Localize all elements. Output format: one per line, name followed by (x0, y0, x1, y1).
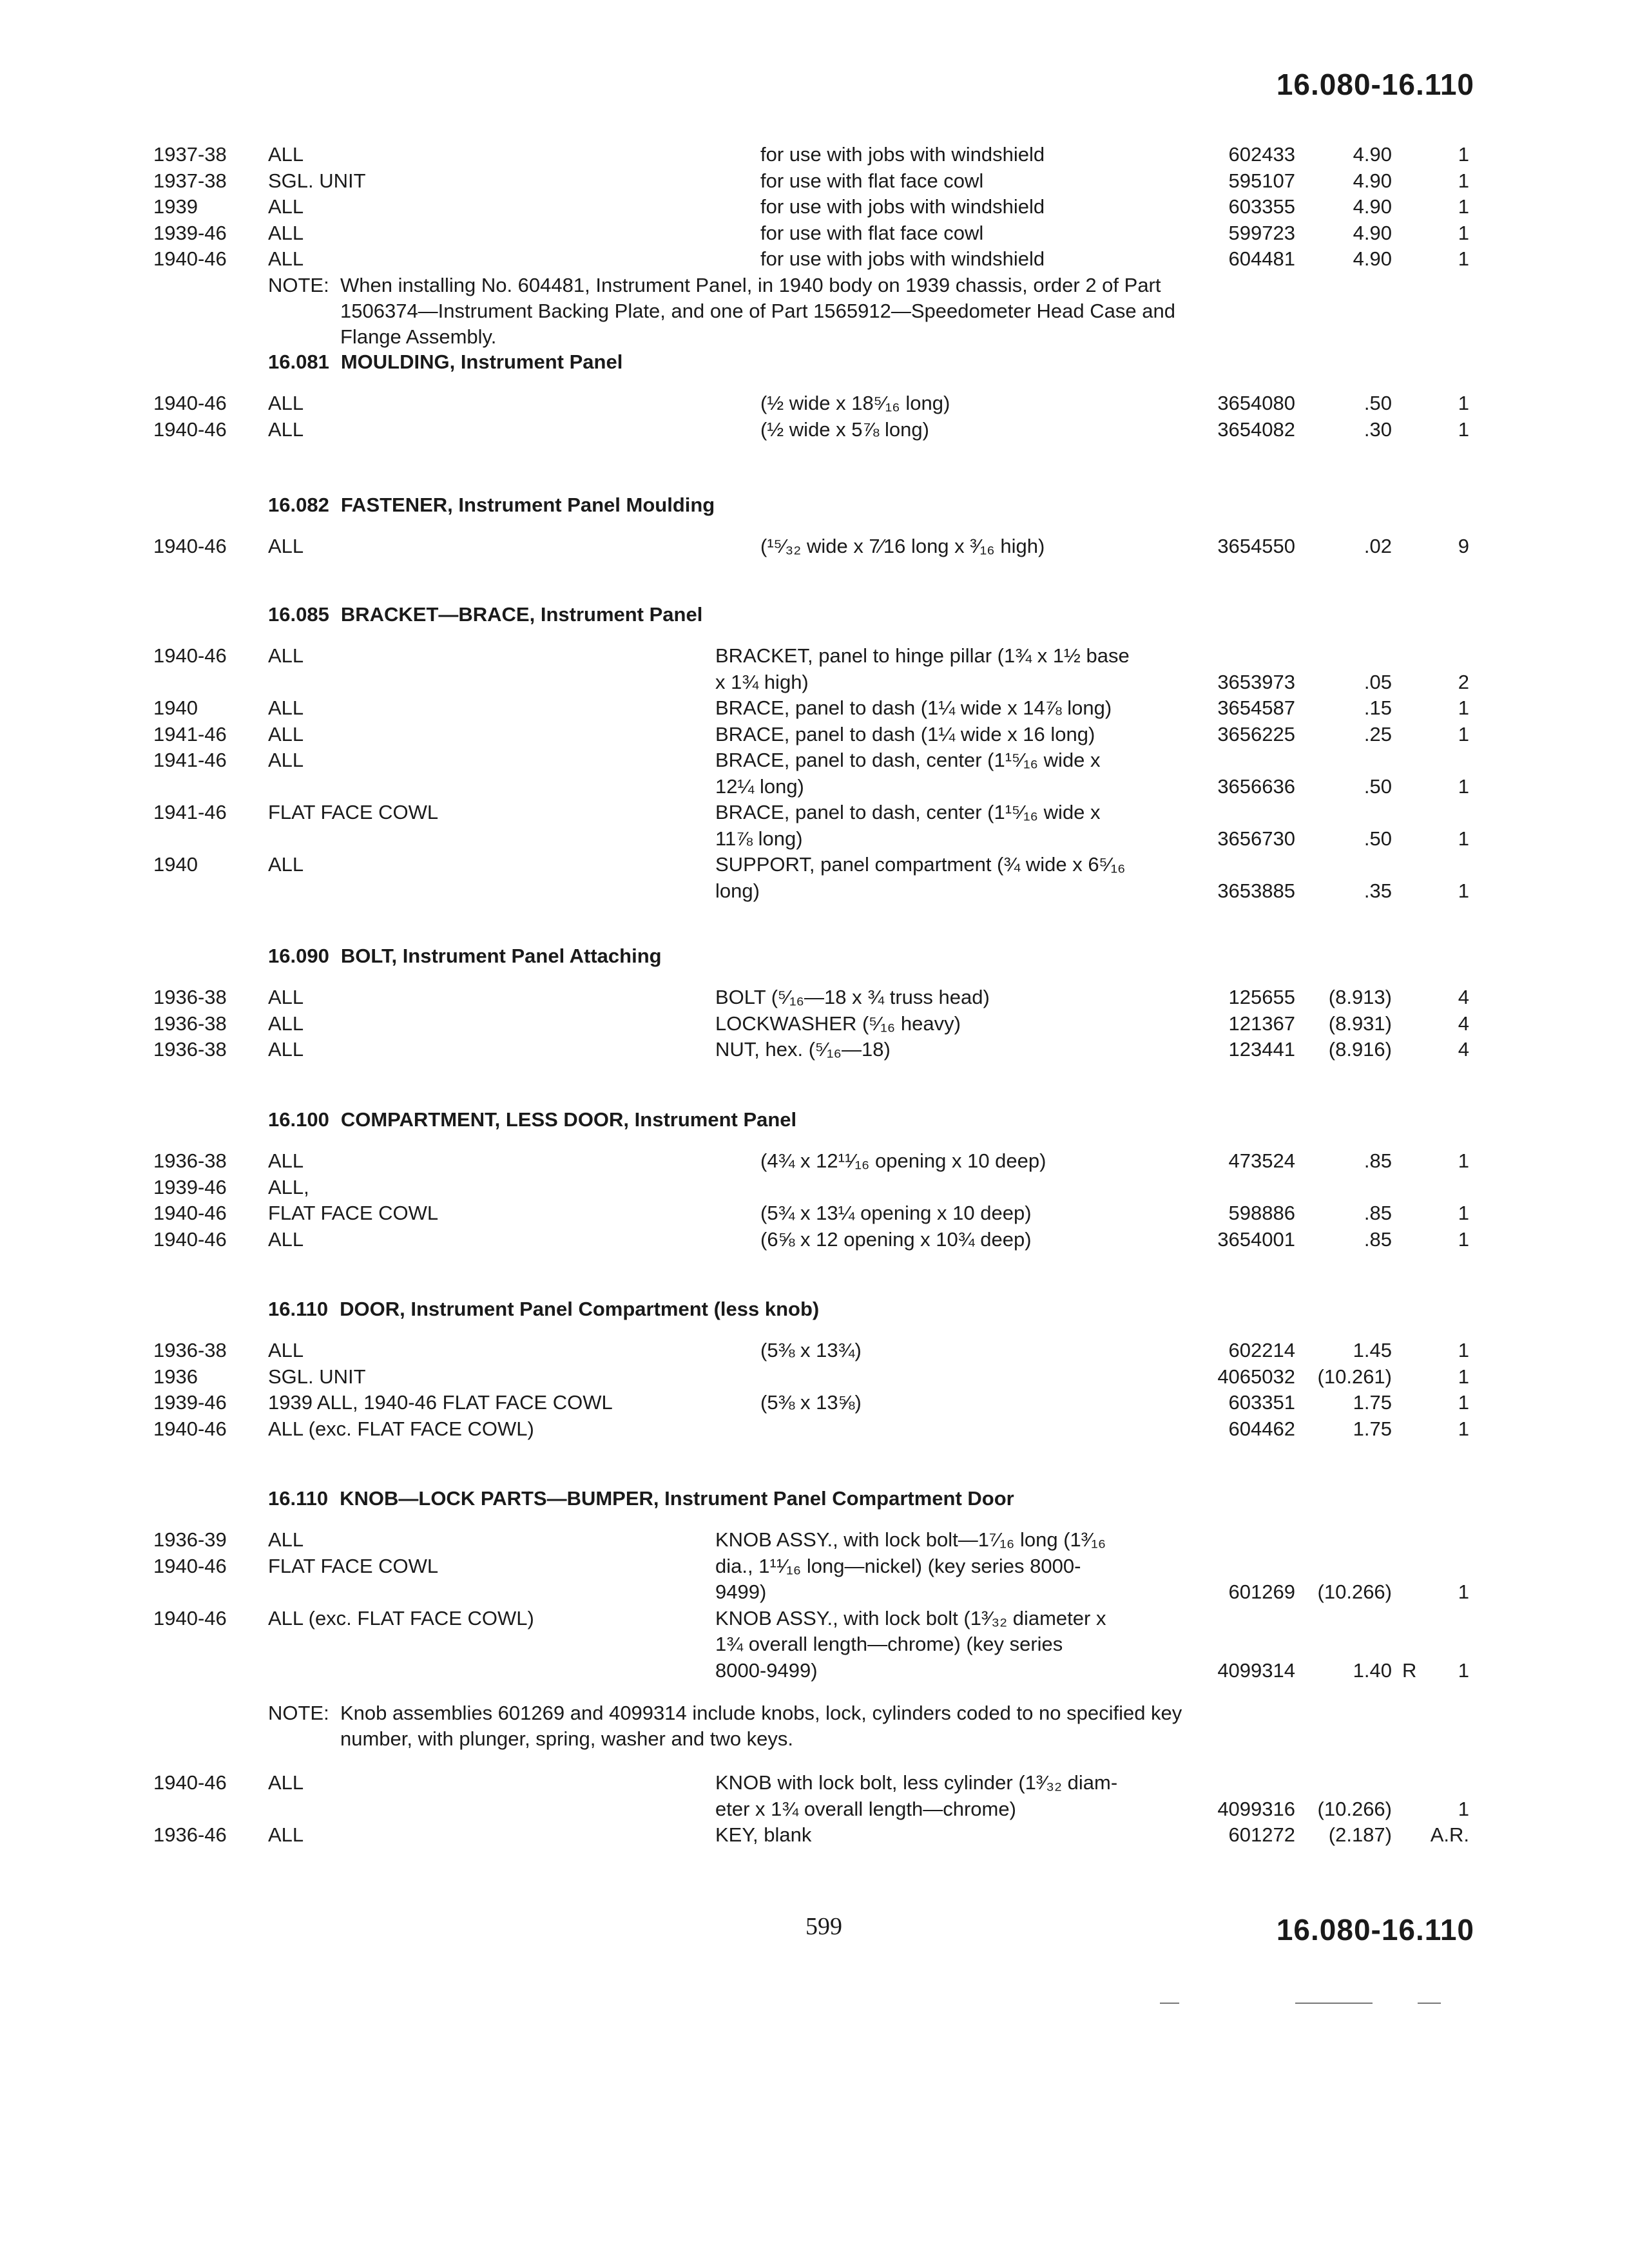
quantity-cell: 1 (1458, 827, 1469, 850)
description-cell: KNOB ASSY., with lock bolt—1⁷⁄₁₆ long (1³⁄₁₆ (715, 1528, 1106, 1551)
scan-speck (1418, 2003, 1441, 2004)
description-cell: (½ wide x 18⁵⁄₁₆ long) (760, 392, 950, 414)
part-number-cell: 125655 (1228, 986, 1295, 1008)
section-title: FASTENER, Instrument Panel Moulding (340, 494, 715, 516)
price-cell: .02 (1364, 535, 1392, 557)
quantity-cell: 4 (1458, 986, 1469, 1008)
model-cell: ALL (268, 1771, 304, 1794)
section-heading (268, 945, 662, 968)
model-cell: ALL (268, 1823, 304, 1846)
part-number-cell: 3654550 (1217, 535, 1295, 557)
model-cell: SGL. UNIT (268, 1365, 366, 1388)
section-heading (268, 603, 702, 626)
description-cell: BRACE, panel to dash (1¼ wide x 14⅞ long) (715, 697, 1112, 719)
quantity-cell: 1 (1458, 1417, 1469, 1440)
year-cell: 1936 (153, 1365, 198, 1388)
quantity-cell: 1 (1458, 1202, 1469, 1224)
year-cell: 1936-46 (153, 1823, 227, 1846)
part-number-cell: 3654080 (1217, 392, 1295, 414)
description-cell: (½ wide x 5⅞ long) (760, 418, 929, 441)
quantity-cell: 1 (1458, 1365, 1469, 1388)
price-cell: .35 (1364, 879, 1392, 902)
description-cell: KEY, blank (715, 1823, 812, 1846)
year-cell: 1941-46 (153, 801, 227, 823)
quantity-cell: 1 (1458, 195, 1469, 218)
description-cell: NUT, hex. (⁵⁄₁₆—18) (715, 1038, 891, 1061)
description-cell: for use with flat face cowl (760, 169, 984, 192)
quantity-cell: 1 (1458, 722, 1469, 745)
description-cell: for use with flat face cowl (760, 221, 984, 244)
quantity-cell: 4 (1458, 1012, 1469, 1035)
description-cell: 12¼ long) (715, 774, 804, 798)
year-cell: 1937-38 (153, 169, 227, 192)
quantity-cell: 1 (1458, 774, 1469, 798)
quantity-cell: 1 (1458, 1391, 1469, 1414)
year-cell: 1941-46 (153, 722, 227, 745)
description-cell: for use with jobs with windshield (760, 143, 1045, 166)
year-cell: 1940-46 (153, 535, 227, 557)
model-cell: ALL (exc. FLAT FACE COWL) (268, 1606, 534, 1629)
year-cell: 1941-46 (153, 749, 227, 771)
quantity-cell: 1 (1458, 1658, 1469, 1682)
year-cell: 1936-38 (153, 1012, 227, 1035)
model-cell: ALL (268, 1012, 304, 1035)
section-title: BRACKET—BRACE, Instrument Panel (340, 603, 703, 626)
part-number-cell: 603351 (1228, 1391, 1295, 1414)
quantity-cell: 1 (1458, 1149, 1469, 1172)
page-number: 599 (805, 1913, 842, 1940)
description-cell: (5⅜ x 13⅝) (760, 1391, 862, 1414)
price-cell: 4.90 (1353, 169, 1392, 192)
description-cell: BRACKET, panel to hinge pillar (1¾ x 1½ base (715, 644, 1130, 667)
section-heading (268, 1298, 819, 1321)
description-cell: KNOB with lock bolt, less cylinder (1³⁄₃₂ diam- (715, 1771, 1118, 1794)
quantity-cell: 9 (1458, 535, 1469, 557)
year-cell: 1939-46 (153, 221, 227, 244)
part-number-cell: 604481 (1228, 247, 1295, 270)
description-cell: x 1¾ high) (715, 670, 809, 693)
price-cell: .50 (1364, 774, 1392, 798)
section-title: MOULDING, Instrument Panel (340, 351, 623, 373)
price-cell: (10.261) (1317, 1365, 1392, 1388)
price-cell: 1.75 (1353, 1417, 1392, 1440)
description-cell: 1¾ overall length—chrome) (key series (715, 1633, 1063, 1655)
description-cell: 8000-9499) (715, 1658, 818, 1682)
model-cell: ALL (268, 247, 304, 270)
quantity-cell: 1 (1458, 143, 1469, 166)
description-cell: KNOB ASSY., with lock bolt (1³⁄₃₂ diameter x (715, 1606, 1106, 1629)
page-range-footer: 16.080-16.110 (1276, 1913, 1474, 1946)
quantity-cell: 2 (1458, 670, 1469, 693)
description-cell: for use with jobs with windshield (760, 247, 1045, 270)
section-number: 16.110 (268, 1487, 329, 1510)
model-cell: ALL (268, 1528, 304, 1551)
note-label: NOTE: (268, 1702, 329, 1724)
year-cell: 1936-38 (153, 986, 227, 1008)
quantity-cell: 4 (1458, 1038, 1469, 1061)
section-number: 16.085 (268, 603, 329, 626)
description-cell: 11⅞ long) (715, 827, 803, 850)
page-range-header: 16.080-16.110 (1276, 68, 1474, 101)
section-number: 16.082 (268, 494, 329, 516)
scan-speck (1295, 2003, 1373, 2004)
year-cell: 1940-46 (153, 644, 227, 667)
model-cell: ALL (268, 749, 304, 771)
description-cell: BRACE, panel to dash (1¼ wide x 16 long) (715, 722, 1095, 745)
description-cell: (¹⁵⁄₃₂ wide x 7⁄16 long x ³⁄₁₆ high) (760, 535, 1045, 557)
model-cell: ALL (268, 418, 304, 441)
price-cell: .30 (1364, 418, 1392, 441)
model-cell: SGL. UNIT (268, 169, 366, 192)
description-cell: BRACE, panel to dash, center (1¹⁵⁄₁₆ wide x (715, 749, 1101, 771)
note-text: When installing No. 604481, Instrument Panel, in 1940 body on 1939 chassis, order 2 of Part 1506374—Instrument Backing Plate, and one of Part 1565912—Speedometer Head Case and Flange Assembly. (340, 273, 1175, 348)
section-title: DOOR, Instrument Panel Compartment (less knob) (340, 1298, 820, 1320)
model-cell: ALL (268, 644, 304, 667)
part-number-cell: 598886 (1228, 1202, 1295, 1224)
price-cell: .85 (1364, 1149, 1392, 1172)
description-cell: (6⅝ x 12 opening x 10¾ deep) (760, 1227, 1032, 1251)
year-cell: 1940-46 (153, 1417, 227, 1440)
section-note (268, 1700, 1183, 1752)
part-number-cell: 595107 (1228, 169, 1295, 192)
price-cell: .25 (1364, 722, 1392, 745)
quantity-cell: 1 (1458, 1797, 1469, 1820)
year-cell: 1940-46 (153, 247, 227, 270)
part-number-cell: 3656636 (1217, 774, 1295, 798)
description-cell: SUPPORT, panel compartment (¾ wide x 6⁵⁄₁₆ (715, 853, 1126, 876)
section-heading (268, 351, 622, 374)
section-title: KNOB—LOCK PARTS—BUMPER, Instrument Panel Compartment Door (340, 1487, 1014, 1510)
price-cell: (10.266) (1317, 1797, 1392, 1820)
section-number: 16.081 (268, 351, 329, 373)
part-number-cell: 3656730 (1217, 827, 1295, 850)
description-cell: LOCKWASHER (⁵⁄₁₆ heavy) (715, 1012, 961, 1035)
description-cell: dia., 1¹¹⁄₁₆ long—nickel) (key series 8000- (715, 1554, 1081, 1577)
model-cell: ALL, (268, 1175, 309, 1198)
model-cell: ALL (268, 1227, 304, 1251)
section-heading (268, 1108, 796, 1131)
part-number-cell: 3654001 (1217, 1227, 1295, 1251)
model-cell: ALL (268, 1339, 304, 1361)
model-cell: ALL (268, 853, 304, 876)
part-number-cell: 473524 (1228, 1149, 1295, 1172)
model-cell: FLAT FACE COWL (268, 1202, 439, 1224)
quantity-cell: 1 (1458, 169, 1469, 192)
model-cell: ALL (268, 535, 304, 557)
model-cell: ALL (268, 195, 304, 218)
part-number-cell: 3653973 (1217, 670, 1295, 693)
year-cell: 1940-46 (153, 1554, 227, 1577)
price-cell: (8.931) (1328, 1012, 1392, 1035)
year-cell: 1937-38 (153, 143, 227, 166)
model-cell: FLAT FACE COWL (268, 801, 439, 823)
quantity-cell: 1 (1458, 247, 1469, 270)
quantity-cell: 1 (1458, 392, 1469, 414)
price-cell: .05 (1364, 670, 1392, 693)
price-cell: 4.90 (1353, 195, 1392, 218)
year-cell: 1936-38 (153, 1339, 227, 1361)
part-number-cell: 601272 (1228, 1823, 1295, 1846)
quantity-cell: 1 (1458, 1227, 1469, 1251)
price-cell: 4.90 (1353, 247, 1392, 270)
description-cell: for use with jobs with windshield (760, 195, 1045, 218)
price-cell: .85 (1364, 1227, 1392, 1251)
year-cell: 1939-46 (153, 1175, 227, 1198)
year-cell: 1940-46 (153, 418, 227, 441)
part-number-cell: 601269 (1228, 1581, 1295, 1603)
price-cell: 4.90 (1353, 143, 1392, 166)
price-cell: .50 (1364, 827, 1392, 850)
year-cell: 1939 (153, 195, 198, 218)
part-number-cell: 3654082 (1217, 418, 1295, 441)
section-heading (268, 1487, 1014, 1510)
section-title: BOLT, Instrument Panel Attaching (340, 945, 662, 967)
price-cell: 4.90 (1353, 221, 1392, 244)
price-cell: .15 (1364, 697, 1392, 719)
price-cell: (10.266) (1317, 1581, 1392, 1603)
model-cell: FLAT FACE COWL (268, 1554, 439, 1577)
quantity-cell: A.R. (1430, 1823, 1469, 1846)
section-heading (268, 494, 715, 517)
quantity-cell: 1 (1458, 697, 1469, 719)
model-cell: ALL (exc. FLAT FACE COWL) (268, 1417, 534, 1440)
part-number-cell: 602433 (1228, 143, 1295, 166)
year-cell: 1940-46 (153, 1606, 227, 1629)
note-text: Knob assemblies 601269 and 4099314 include knobs, lock, cylinders coded to no specified key number, with plunger, spring, washer and two keys. (340, 1702, 1182, 1750)
price-cell: (8.913) (1328, 986, 1392, 1008)
price-cell: 1.45 (1353, 1339, 1392, 1361)
part-number-cell: 599723 (1228, 221, 1295, 244)
part-number-cell: 4099316 (1217, 1797, 1295, 1820)
model-cell: ALL (268, 143, 304, 166)
year-cell: 1936-38 (153, 1038, 227, 1061)
section-title: COMPARTMENT, LESS DOOR, Instrument Panel (340, 1108, 797, 1131)
year-cell: 1940 (153, 853, 198, 876)
year-cell: 1939-46 (153, 1391, 227, 1414)
model-cell: ALL (268, 392, 304, 414)
quantity-cell: 1 (1458, 221, 1469, 244)
part-number-cell: 123441 (1228, 1038, 1295, 1061)
year-cell: 1936-38 (153, 1149, 227, 1172)
part-number-cell: 603355 (1228, 195, 1295, 218)
note-label: NOTE: (268, 273, 329, 296)
part-number-cell: 4065032 (1217, 1365, 1295, 1388)
model-cell: ALL (268, 722, 304, 745)
part-number-cell: 3656225 (1217, 722, 1295, 745)
model-cell: ALL (268, 986, 304, 1008)
model-cell: ALL (268, 1038, 304, 1061)
part-number-cell: 602214 (1228, 1339, 1295, 1361)
quantity-cell: 1 (1458, 1339, 1469, 1361)
part-number-cell: 3654587 (1217, 697, 1295, 719)
model-cell: ALL (268, 221, 304, 244)
price-cell: 1.75 (1353, 1391, 1392, 1414)
description-cell: (5¾ x 13¼ opening x 10 deep) (760, 1202, 1032, 1224)
year-cell: 1940-46 (153, 392, 227, 414)
quantity-cell: 1 (1458, 418, 1469, 441)
price-cell: .85 (1364, 1202, 1392, 1224)
description-cell: (4¾ x 12¹¹⁄₁₆ opening x 10 deep) (760, 1149, 1046, 1172)
description-cell: BRACE, panel to dash, center (1¹⁵⁄₁₆ wide x (715, 801, 1101, 823)
quantity-cell: 1 (1458, 1581, 1469, 1603)
description-cell: (5⅜ x 13¾) (760, 1339, 862, 1361)
price-cell: (2.187) (1328, 1823, 1392, 1846)
year-cell: 1936-39 (153, 1528, 227, 1551)
year-cell: 1940-46 (153, 1202, 227, 1224)
part-number-cell: 3653885 (1217, 879, 1295, 902)
year-cell: 1940 (153, 697, 198, 719)
section-number: 16.090 (268, 945, 329, 967)
description-cell: long) (715, 879, 760, 902)
scan-speck (1160, 2003, 1179, 2004)
model-cell: ALL (268, 1149, 304, 1172)
price-cell: (8.916) (1328, 1038, 1392, 1061)
part-number-cell: 121367 (1228, 1012, 1295, 1035)
section-number: 16.110 (268, 1298, 329, 1320)
part-number-cell: 4099314 (1217, 1658, 1295, 1682)
year-cell: 1940-46 (153, 1771, 227, 1794)
price-cell: 1.40 (1353, 1658, 1392, 1682)
description-cell: eter x 1¾ overall length—chrome) (715, 1797, 1016, 1820)
price-cell: .50 (1364, 392, 1392, 414)
quantity-cell: 1 (1458, 879, 1469, 902)
year-cell: 1940-46 (153, 1227, 227, 1251)
description-cell: 9499) (715, 1581, 767, 1603)
description-cell: BOLT (⁵⁄₁₆—18 x ¾ truss head) (715, 986, 990, 1008)
model-cell: ALL (268, 697, 304, 719)
model-cell: 1939 ALL, 1940-46 FLAT FACE COWL (268, 1391, 613, 1414)
section-note (268, 273, 1183, 350)
section-number: 16.100 (268, 1108, 329, 1131)
part-number-cell: 604462 (1228, 1417, 1295, 1440)
flag-cell: R (1402, 1658, 1417, 1682)
